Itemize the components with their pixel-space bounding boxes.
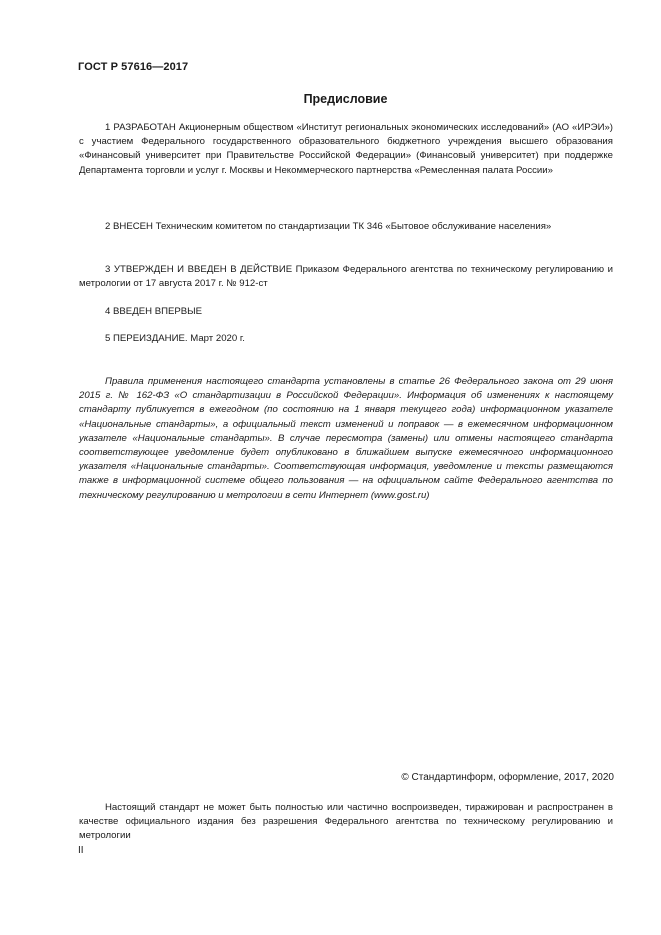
paragraph-4 [79,305,613,319]
paragraph-2 [79,220,613,234]
copyright-line: © Стандартинформ, оформление, 2017, 2020 [401,772,614,783]
paragraph-3-text: 3 УТВЕРЖДЕН И ВВЕДЕН В ДЕЙСТВИЕ Приказом Федерального агентства по техническому регулированию и метрологии от 17 августа 2017 г. № 912-ст [79,264,613,290]
page-number: II [78,845,84,856]
standard-id: ГОСТ Р 57616—2017 [78,61,189,73]
notice-text: Правила применения настоящего стандарта установлены в статье 26 Федерального закона от 29 июня 2015 г. № 162-ФЗ «О стандартизации в Российской Федерации». Информация об изменениях к настоящему стандарту публикуется в ежегодном (по состоянию на 1 января текущего года) информационном указателе «Национальные стандарты», а официальный текст изменений и поправок — в ежемесячном информационном указателе «Национальные стандарты». В случае пересмотра (замены) или отмены настоящего стандарта соответствующее уведомление будет опубликовано в ближайшем выпуске ежемесячного информационного указателя «Национальные стандарты». Соответствующая информация, уведомление и тексты размещаются также в информационной системе общего пользования — на официальном сайте Федерального агентства по техническому регулированию и метрологии в сети Интернет (www.gost.ru) [79,376,613,501]
reproduction-notice [79,801,613,844]
paragraph-3 [79,263,613,291]
paragraph-5-text: 5 ПЕРЕИЗДАНИЕ. Март 2020 г. [105,333,245,344]
paragraph-4-text: 4 ВВЕДЕН ВПЕРВЫЕ [105,306,203,317]
reproduction-notice-text: Настоящий стандарт не может быть полностью или частично воспроизведен, тиражирован и распространен в качестве официального издания без разрешения Федерального агентства по техническому регулированию и метрологии [79,802,613,842]
paragraph-1-text: 1 РАЗРАБОТАН Акционерным обществом «Институт региональных экономических исследований» (АО «ИРЭИ») с участием Федерального государственного образовательного бюджетного учреждения высшего образования «Финансовый университет при Правительстве Российской Федерации» (Финансовый университет) при поддержке Департамента торговли и услуг г. Москвы и Некоммерческого партнерства «Ремесленная палата России» [79,122,613,176]
paragraph-2-text: 2 ВНЕСЕН Техническим комитетом по стандартизации ТК 346 «Бытовое обслуживание населения» [105,221,552,232]
paragraph-1 [79,121,613,178]
paragraph-5 [79,332,613,346]
page-title [0,92,661,106]
page-title-text: Предисловие [303,92,388,106]
notice-paragraph [79,375,613,503]
